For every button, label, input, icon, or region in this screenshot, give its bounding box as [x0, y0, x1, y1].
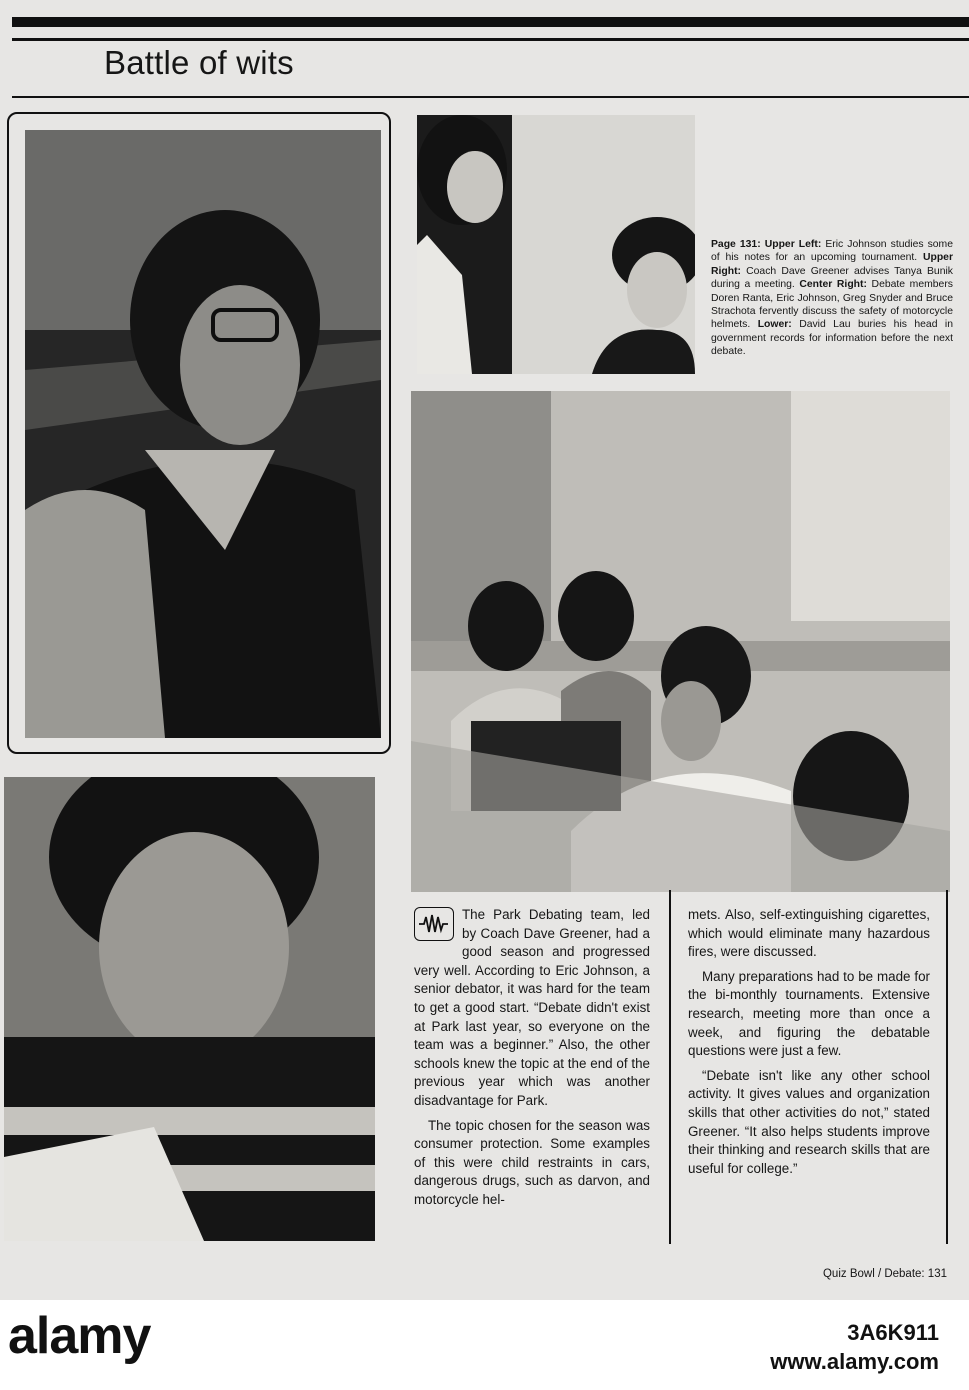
- article-col1-p1: The Park Debating team, led by Coach Dave Greener, had a good season and progressed very well. According to Eric Johnson, a senior debator, it was hard for the team to get a good start. “Debate didn't exist at Park last year, so everyone on the team was a beginner.” Also, the other schools knew the topic at the end of the previous year which was another disadvantage for Park.: [414, 907, 650, 1108]
- column-divider: [669, 890, 671, 1244]
- caption-lower-text: David Lau buries his head in government records for information before the next debate.: [711, 319, 954, 358]
- caption-upper-left-text: Eric Johnson studies some of his notes for an upcoming tournament.: [711, 239, 953, 264]
- caption-center-right-text: Debate members Doren Ranta, Eric Johnson, Greg Snyder and Bruce Strachota fervently discuss the safety of motorcycle helmets.: [711, 279, 953, 331]
- watermark-brand: alamy: [8, 1307, 151, 1365]
- article-col2-p3: “Debate isn't like any other school activity. It gives values and organization skills that other activities do not,” stated Greener. “It also helps students improve their thinking and research skills that are useful for college.”: [688, 1067, 930, 1176]
- caption-page-label: Page 131:: [711, 239, 761, 250]
- article-column-2: [688, 906, 930, 1184]
- photo-upper-right: [417, 115, 695, 374]
- photo-lower-left: [4, 777, 375, 1241]
- watermark-url: www.alamy.com: [770, 1349, 939, 1374]
- article-col1-p2: The topic chosen for the season was consumer protection. Some examples of this were child restraints in cars, dangerous drugs, such as darvon, and motorcycle hel-: [414, 1117, 650, 1207]
- caption-upper-right-label: Upper Right:: [711, 252, 953, 277]
- caption-lower-label: Lower:: [757, 319, 792, 331]
- photo-center-right: [411, 391, 950, 892]
- top-rule-thick: [12, 17, 969, 27]
- article-column-1: [414, 906, 650, 1216]
- article-col2-p2: Many preparations had to be made for the bi-monthly tournaments. Extensive research, meeting more than once a week, and figuring the debatable questions were just a few.: [688, 968, 930, 1059]
- article-paragraph: [414, 906, 650, 1111]
- photo-caption: [711, 238, 953, 359]
- caption-upper-right-text: Coach Dave Greener advises Tanya Bunik during a meeting.: [711, 265, 953, 291]
- watermark-image-id: 3A6K911: [847, 1320, 939, 1345]
- right-edge-rule: [946, 890, 948, 1244]
- photo-upper-left: [25, 130, 381, 738]
- caption-upper-left-label: Upper Left:: [764, 239, 822, 250]
- page-footer: Quiz Bowl / Debate: 131: [822, 1268, 947, 1280]
- page-title: Battle of wits: [104, 44, 294, 81]
- caption-center-right-label: Center Right:: [799, 279, 867, 291]
- article-col2-p1: mets. Also, self-extinguishing cigarettes, which would eliminate many hazardous fires, were discussed.: [688, 907, 930, 960]
- top-rule-thin: [12, 38, 969, 41]
- title-underline: [12, 96, 969, 98]
